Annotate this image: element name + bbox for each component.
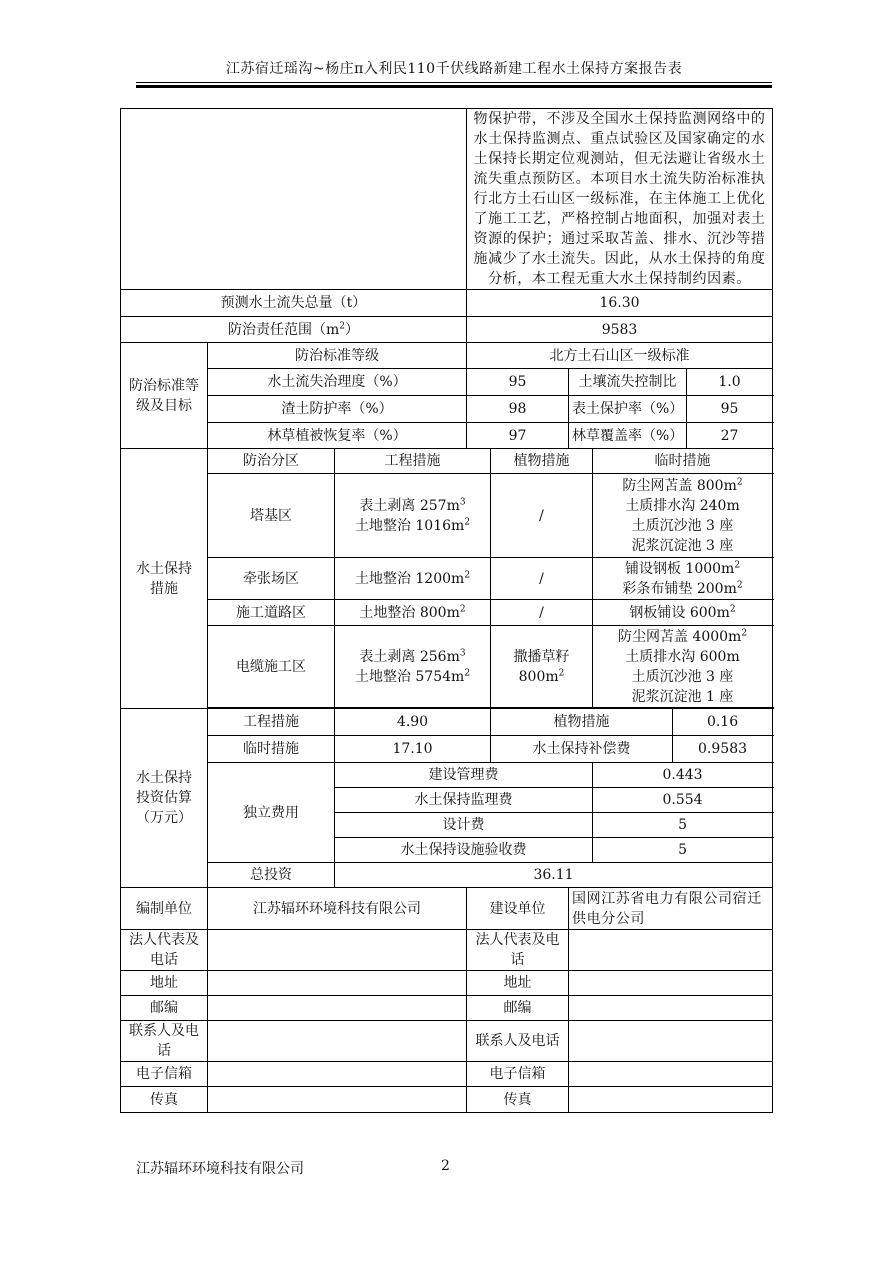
legal-rep-value: [208, 930, 467, 971]
col-header-engineering: 工程措施: [335, 449, 491, 474]
target-value: 1.0: [687, 369, 773, 396]
investment-label: 水土保持投资估算（万元）: [121, 709, 208, 888]
inv-independent-value: 0.554: [593, 788, 773, 813]
inv-compensation-label: 水土保持补偿费: [491, 736, 673, 763]
zone-cable-construction: 电缆施工区: [208, 626, 335, 708]
report-table: [120, 108, 773, 1113]
footer-company: 江苏辐环环境科技有限公司: [136, 1161, 304, 1177]
target-value: 27: [687, 423, 773, 449]
legal-rep-label-2: 法人代表及电话: [467, 930, 569, 971]
responsibility-scope-label: 防治责任范围$(m^2)$: [121, 317, 467, 343]
inv-total-label: 总投资: [208, 863, 335, 888]
inv-vegetation-value: 0.16: [673, 709, 773, 736]
target-label: 表土保护率（%）: [569, 396, 687, 423]
header-rule-thick: [136, 85, 772, 88]
predicted-loss-label: 预测水土流失总量（t）: [121, 290, 467, 317]
email-label: 电子信箱: [121, 1062, 208, 1087]
target-value: 95: [467, 369, 569, 396]
postcode-label-2: 邮编: [467, 996, 569, 1021]
inv-independent-label: 独立费用: [208, 763, 335, 863]
target-label: 渣土防护率（%）: [208, 396, 467, 423]
target-label: 水土流失治理度（%）: [208, 369, 467, 396]
legal-rep-label: 法人代表及电话: [121, 930, 208, 971]
predicted-loss-value: 16.30: [467, 290, 773, 317]
legal-rep-value-2: [569, 930, 773, 971]
zone-construction-road: 施工道路区: [208, 600, 335, 626]
address-label-2: 地址: [467, 971, 569, 996]
target-value: 97: [467, 423, 569, 449]
inv-engineering-label: 工程措施: [208, 709, 335, 736]
inv-independent-value: 5: [593, 813, 773, 838]
road-engineering: 土地整治 $800m^2$: [335, 600, 491, 626]
tension-vegetation: /: [491, 558, 593, 600]
measures-label: 水土保持措施: [121, 449, 208, 709]
cable-engineering: 表土剥离 $256m^3$ 土地整治 $5754m^2$: [335, 626, 491, 708]
builder-value: 国网江苏省电力有限公司宿迁供电分公司: [569, 888, 773, 930]
standard-label: 防治标准等级及目标: [121, 343, 208, 449]
header-rule-thin: [136, 82, 772, 83]
inv-independent-item: 水土保持监理费: [335, 788, 593, 813]
contact-label-2: 联系人及电话: [467, 1021, 569, 1062]
inv-vegetation-label: 植物措施: [491, 709, 673, 736]
builder-label: 建设单位: [467, 888, 569, 930]
road-vegetation: /: [491, 600, 593, 626]
target-label: 林草植被恢复率（%）: [208, 423, 467, 449]
responsibility-scope-value: 9583: [467, 317, 773, 343]
tension-engineering: 土地整治 $1200m^2$: [335, 558, 491, 600]
address-value-2: [569, 971, 773, 996]
fax-label-2: 传真: [467, 1087, 569, 1113]
inv-engineering-value: 4.90: [335, 709, 491, 736]
standard-level-value: 北方土石山区一级标准: [467, 343, 773, 369]
fax-value: [208, 1087, 467, 1113]
tower-vegetation: /: [491, 474, 593, 558]
tower-temporary: 防尘网苫盖 $800m^2$ 土质排水沟 240m 土质沉沙池 3 座 泥浆沉淀池 3 座: [593, 474, 773, 558]
inv-independent-value: 5: [593, 838, 773, 863]
postcode-label: 邮编: [121, 996, 208, 1021]
tower-engineering: 表土剥离 $257m^3$ 土地整治 $1016m^2$: [335, 474, 491, 558]
inv-independent-value: 0.443: [593, 763, 773, 788]
cable-temporary: 防尘网苫盖 $4000m^2$ 土质排水沟 600m 土质沉沙池 3 座 泥浆沉淀池 1 座: [593, 626, 773, 708]
col-header-zone: 防治分区: [208, 449, 335, 474]
fax-label: 传真: [121, 1087, 208, 1113]
email-label-2: 电子信箱: [467, 1062, 569, 1087]
postcode-value-2: [569, 996, 773, 1021]
inv-independent-item: 水土保持设施验收费: [335, 838, 593, 863]
compiler-value: 江苏辐环环境科技有限公司: [208, 888, 467, 930]
target-label: 土壤流失控制比: [569, 369, 687, 396]
inv-temporary-value: 17.10: [335, 736, 491, 763]
address-value: [208, 971, 467, 996]
intro-text: 物保护带，不涉及全国水土保持监测网络中的水土保持监测点、重点试验区及国家确定的水土保持长期定位观测站，但无法避让省级水土流失重点预防区。本项目水土流失防治标准执行北方土石山区一级标准，在主体施工上优化了施工工艺，严格控制占地面积，加强对表土资源的保护；通过采取苫盖、排水、沉沙等措施减少了水土流失。因此，从水土保持的角度分析，本工程无重大水土保持制约因素。: [467, 109, 773, 290]
target-value: 95: [687, 396, 773, 423]
fax-value-2: [569, 1087, 773, 1113]
email-value-2: [569, 1062, 773, 1087]
col-header-vegetation: 植物措施: [491, 449, 593, 474]
road-temporary: 钢板铺设 $600m^2$: [593, 600, 773, 626]
contact-label: 联系人及电话: [121, 1021, 208, 1062]
address-label: 地址: [121, 971, 208, 996]
inv-independent-item: 设计费: [335, 813, 593, 838]
contact-value-2: [569, 1021, 773, 1062]
target-label: 林草覆盖率（%）: [569, 423, 687, 449]
inv-temporary-label: 临时措施: [208, 736, 335, 763]
contact-value: [208, 1021, 467, 1062]
blank-cell: [121, 109, 467, 290]
inv-total-value: 36.11: [335, 863, 773, 888]
zone-tower-base: 塔基区: [208, 474, 335, 558]
inv-independent-item: 建设管理费: [335, 763, 593, 788]
zone-tension-yard: 牵张场区: [208, 558, 335, 600]
cable-vegetation: 撒播草籽 $800m^2$: [491, 626, 593, 708]
inv-compensation-value: 0.9583: [673, 736, 773, 763]
target-value: 98: [467, 396, 569, 423]
col-header-temporary: 临时措施: [593, 449, 773, 474]
email-value: [208, 1062, 467, 1087]
tension-temporary: 铺设钢板 $1000m^2$ 彩条布铺垫 $200m^2$: [593, 558, 773, 600]
page-header-title: 江苏宿迁瑶沟~杨庄π入利民110千伏线路新建工程水土保持方案报告表: [225, 61, 683, 77]
postcode-value: [208, 996, 467, 1021]
standard-level-label: 防治标准等级: [208, 343, 467, 369]
page-number: 2: [441, 1158, 450, 1174]
compiler-label: 编制单位: [121, 888, 208, 930]
